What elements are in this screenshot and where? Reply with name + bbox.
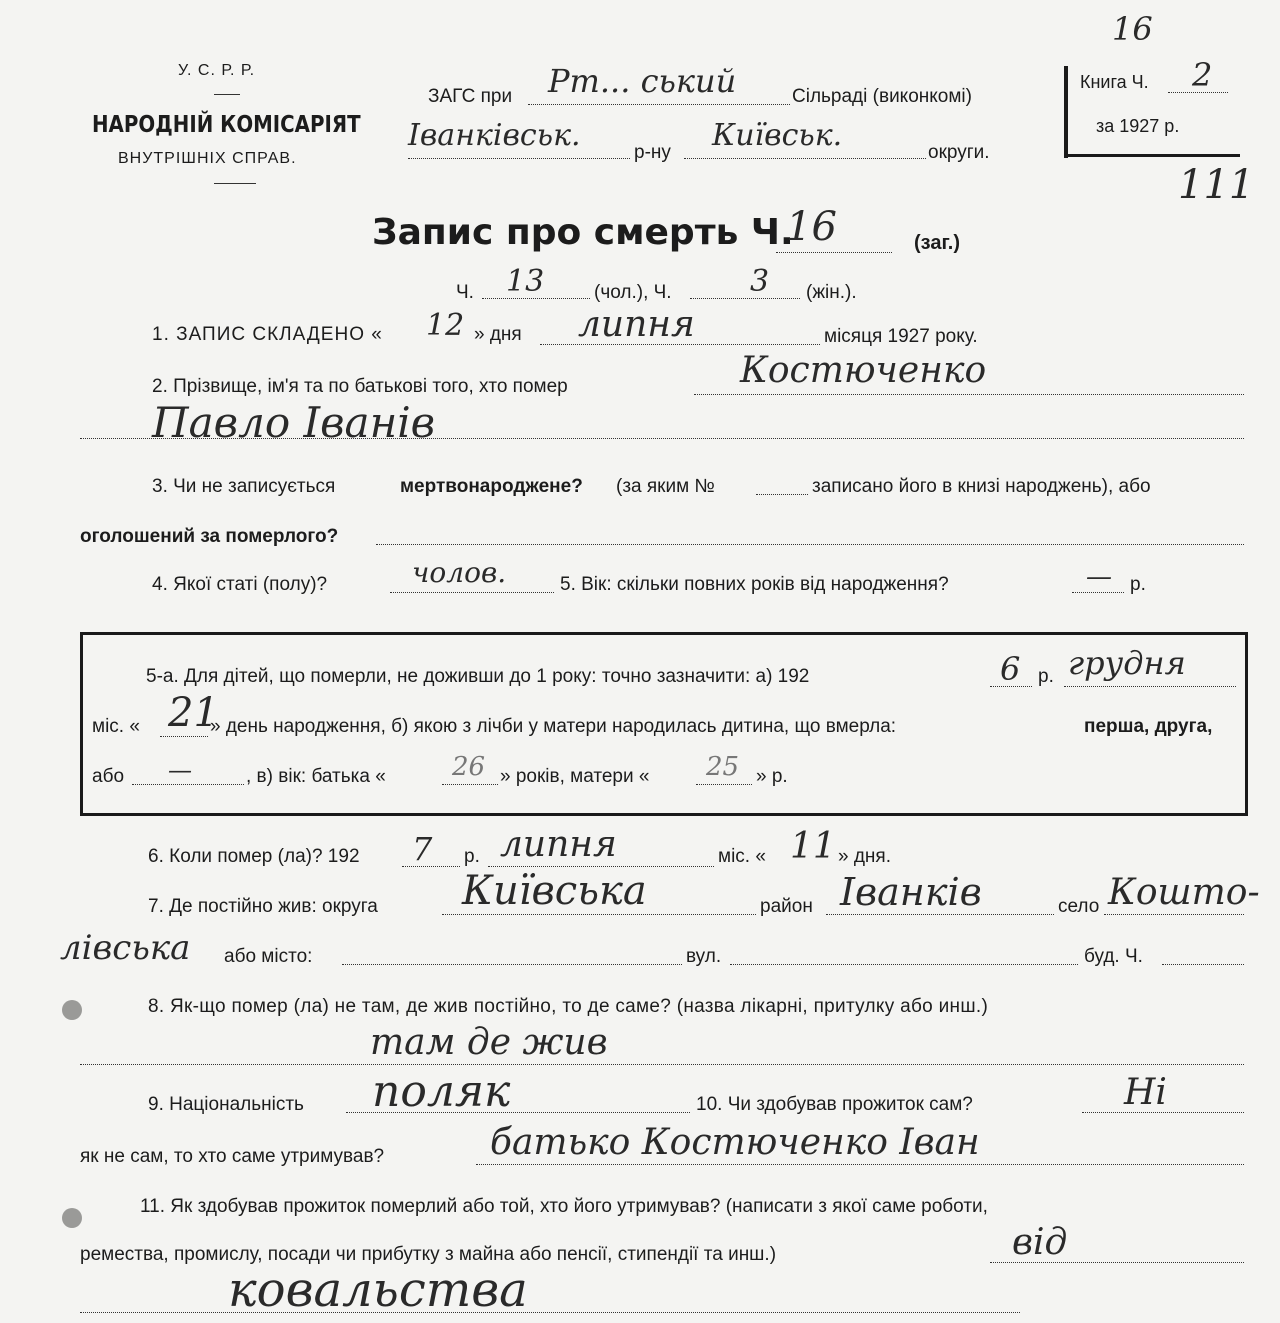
okrug-label: округи. — [928, 142, 990, 163]
male-count: 13 — [506, 264, 545, 299]
f5a-year: 6 — [1000, 650, 1021, 688]
district-value: Іванківськ. — [408, 118, 581, 153]
f6-month: липня — [500, 824, 617, 865]
f4-label: 4. Якої статі (полу)? — [152, 574, 328, 595]
internal-affairs: ВНУТРІШНІХ СПРАВ. — [118, 150, 297, 167]
f6-day: 11 — [790, 826, 836, 867]
f5a-order-line — [132, 784, 244, 785]
f4-value: чолов. — [412, 556, 507, 589]
book-box-bottom-border — [1064, 154, 1240, 157]
f1-day: 12 — [426, 308, 465, 343]
zags-village: Рт... ський — [548, 62, 737, 100]
f5a-r: р. — [1038, 666, 1054, 687]
binder-hole — [62, 1000, 82, 1020]
f7-selo-b: лівська — [60, 928, 191, 968]
district-label: р-ну — [634, 142, 671, 163]
zags-prefix: ЗАГС при — [428, 86, 513, 107]
f5a-father-line — [442, 784, 498, 785]
f1-month: липня — [578, 304, 695, 345]
female-label: (жін.). — [806, 282, 857, 303]
f11-line1 — [990, 1262, 1244, 1263]
f2-surname-line — [694, 394, 1244, 395]
f6-r: р. — [464, 846, 480, 867]
f7-selo-label: село — [1058, 896, 1100, 917]
f11-b: ремества, промислу, посади чи прибутку з майна або пенсії, стипендії та инш.) — [80, 1244, 777, 1265]
okrug-line — [684, 158, 926, 159]
f3-a: 3. Чи не записується — [152, 476, 336, 497]
f11-value1: від — [1012, 1222, 1068, 1263]
selradi-label: Сільраді (виконкомі) — [792, 86, 972, 107]
f7-rayon-label: район — [760, 896, 813, 917]
book-box-left-border — [1064, 66, 1068, 158]
f4-line — [390, 592, 554, 593]
f5a-end: » р. — [756, 766, 788, 787]
book-number-line — [1168, 92, 1228, 93]
book-label: Книга Ч. — [1080, 72, 1149, 92]
f11-line2 — [80, 1312, 1020, 1313]
f5-end: р. — [1130, 574, 1146, 595]
binder-hole — [62, 1208, 82, 1228]
f10-line2 — [476, 1164, 1244, 1165]
f7-bud-line — [1162, 964, 1244, 965]
f5a-order: — — [168, 756, 192, 784]
f6-year: 7 — [412, 830, 433, 868]
f5a-day-line — [160, 736, 208, 737]
f5-value: — — [1086, 562, 1112, 592]
f2-surname: Костюченко — [740, 350, 987, 391]
f5a-year-line — [990, 686, 1032, 687]
f10-value2: батько Костюченко Іван — [490, 1122, 980, 1163]
f10-line — [1082, 1112, 1244, 1113]
f8-label: 8. Як-що помер (ла) не там, де жив постійно, то де саме? (назва лікарні, притулку або инш.) — [148, 996, 989, 1017]
f8-value: там де жив — [370, 1022, 608, 1063]
f11-value2: ковальства — [228, 1262, 528, 1318]
f3-c: (за яким № — [616, 476, 715, 497]
f1-mid: » дня — [474, 324, 522, 345]
f10-value: Ні — [1124, 1072, 1167, 1113]
f7-misto: або місто: — [224, 946, 313, 967]
f5a-month-line — [1064, 686, 1236, 687]
f7-rayon-line — [826, 914, 1054, 915]
f11-a: 11. Як здобував прожиток померлий або той, хто його утримував? (написати з якої саме роботи, — [140, 1196, 988, 1217]
f5a-month: грудня — [1068, 644, 1186, 682]
f6-year-line — [402, 866, 460, 867]
f7-misto-line — [342, 964, 682, 965]
f10-label: 10. Чи здобував прожиток сам? — [696, 1094, 973, 1115]
f10-b: як не сам, то хто саме утримував? — [80, 1146, 385, 1167]
f9-line — [346, 1112, 690, 1113]
okrug-value: Київськ. — [712, 118, 843, 153]
record-suffix: (заг.) — [914, 232, 961, 254]
f7-label: 7. Де постійно жив: округа — [148, 896, 378, 917]
f7-rayon: Іванків — [840, 870, 982, 914]
book-year: за 1927 р. — [1096, 116, 1180, 136]
f6-end: » дня. — [838, 846, 891, 867]
f8-line — [80, 1064, 1244, 1065]
f9-label: 9. Національність — [148, 1094, 304, 1115]
f7-vul-line — [730, 964, 1078, 965]
zags-line — [528, 104, 790, 105]
divider — [214, 94, 240, 95]
record-number-line — [776, 252, 892, 253]
f7-selo-a: Кошто- — [1108, 872, 1260, 913]
f6-label: 6. Коли помер (ла)? 192 — [148, 846, 360, 867]
f7-selo-line — [1104, 914, 1244, 915]
f7-vul: вул. — [686, 946, 722, 967]
f5a-line1: 5-а. Для дітей, що померли, не доживши до 1 року: точно зазначити: а) 192 — [146, 666, 810, 687]
f5a-abo: або — [92, 766, 125, 787]
f5a-mother-line — [696, 784, 752, 785]
f5a-mother: 25 — [706, 752, 740, 782]
f7-bud: буд. Ч. — [1084, 946, 1143, 967]
f2-label: 2. Прізвище, ім'я та по батькові того, хто помер — [152, 376, 568, 397]
female-line — [690, 298, 800, 299]
female-count: 3 — [750, 264, 770, 299]
f7-okrug-line — [442, 914, 756, 915]
f5a-line2: » день народження, б) якою з лічби у матери народилась дитина, що вмерла: — [210, 716, 897, 737]
male-label: (чол.), Ч. — [594, 282, 672, 303]
f5a-mother-label: » років, матери « — [500, 766, 650, 787]
male-line — [482, 298, 590, 299]
f2-name: Павло Іванів — [152, 398, 436, 447]
f6-mis: міс. « — [718, 846, 766, 867]
f9-value: поляк — [372, 1066, 511, 1117]
district-line — [408, 158, 630, 159]
f1-month-line — [540, 344, 820, 345]
f3-e: оголошений за померлого? — [80, 526, 339, 547]
f3-line — [376, 544, 1244, 545]
f1-end: місяця 1927 року. — [824, 326, 978, 347]
record-title: Запис про смерть Ч. — [372, 212, 794, 253]
f5a-father: 26 — [452, 752, 486, 782]
f5-label: 5. Вік: скільки повних років від народження? — [560, 574, 949, 595]
f7-okrug: Київська — [462, 868, 647, 914]
record-number: 16 — [786, 204, 837, 250]
f5a-day: 21 — [168, 690, 219, 736]
book-number: 2 — [1192, 56, 1213, 94]
f5a-line3: , в) вік: батька « — [246, 766, 386, 787]
corner-mark: 16 — [1112, 10, 1153, 48]
male-ch: Ч. — [456, 282, 474, 303]
side-number: 111 — [1178, 162, 1255, 208]
f3-d: записано його в книзі народжень), або — [812, 476, 1151, 497]
f3-b: мертвонароджене? — [400, 476, 583, 497]
f5-line — [1072, 592, 1124, 593]
ussr-label: У. С. Р. Р. — [178, 62, 256, 79]
f6-month-line — [488, 866, 714, 867]
f1-label: 1. ЗАПИС СКЛАДЕНО « — [152, 324, 383, 345]
f5a-bold: перша, друга, — [1084, 716, 1213, 737]
f5a-mis: міс. « — [92, 716, 140, 737]
commissariat-title: НАРОДНІЙ КОМІСАРІЯТ — [92, 112, 361, 138]
divider — [214, 183, 256, 184]
f3-number-line — [756, 494, 808, 495]
f2-name-line — [80, 438, 1244, 439]
